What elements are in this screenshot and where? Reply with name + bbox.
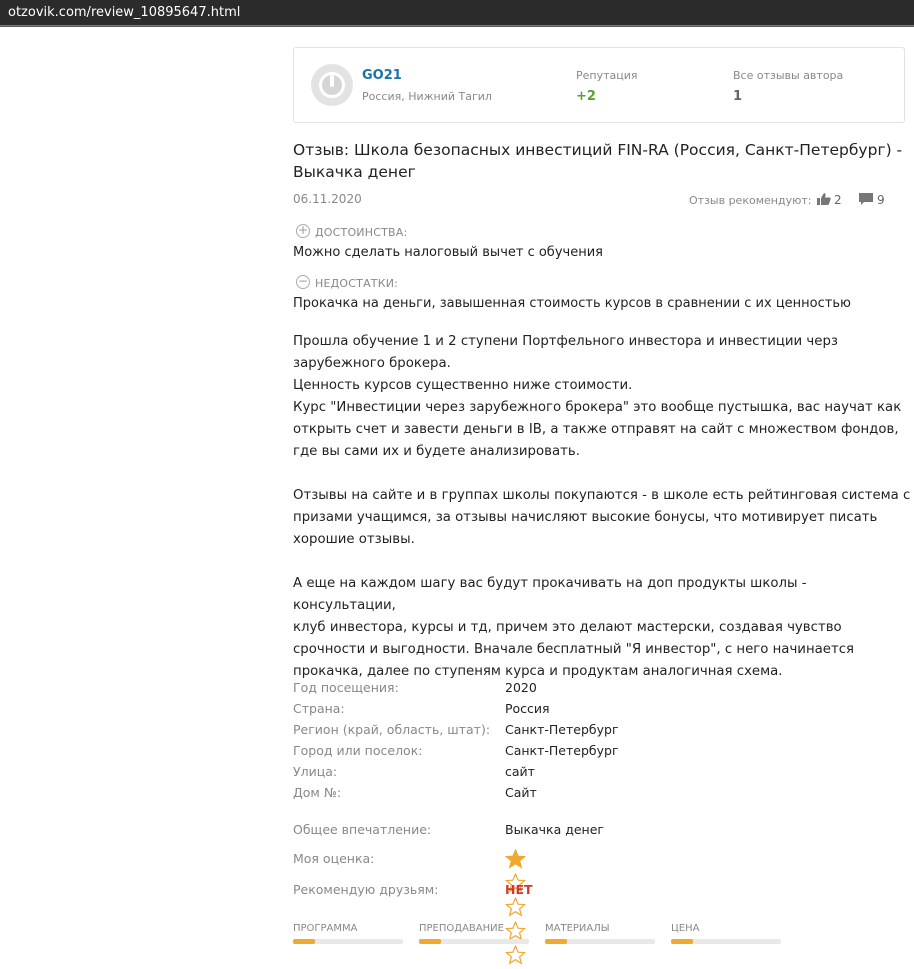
- body-line: срочности и выгодности. Вначале бесплатный "Я инвестор", с него начинается: [293, 642, 855, 657]
- all-reviews-label: Все отзывы автора: [733, 69, 844, 82]
- rating-bar-label: ПРОГРАММА: [293, 923, 358, 934]
- detail-value: Сайт: [505, 785, 537, 800]
- detail-label: Год посещения:: [293, 680, 399, 695]
- rating-bar-fill: [545, 939, 567, 944]
- minus-circle-icon: −: [297, 274, 309, 288]
- rating-bar-track: [545, 939, 655, 944]
- body-line: Ценность курсов существенно ниже стоимости.: [293, 378, 633, 393]
- address-bar[interactable]: [0, 0, 914, 27]
- rating-bar: [671, 923, 781, 934]
- recommend-friends-value: НЕТ: [505, 882, 533, 897]
- review-body: [293, 331, 913, 683]
- avatar[interactable]: [311, 64, 353, 106]
- body-line: А еще на каждом шагу вас будут прокачивать на доп продукты школы - консультации,: [293, 576, 807, 613]
- reputation-value: +2: [576, 89, 596, 104]
- rating-bar-fill: [419, 939, 441, 944]
- address-bar-url[interactable]: otzovik.com/review_10895647.html: [8, 5, 241, 20]
- comments-count[interactable]: 9: [877, 193, 885, 207]
- comment-icon[interactable]: [858, 192, 874, 206]
- detail-value: Россия: [505, 701, 550, 716]
- rating-bar: [419, 923, 529, 934]
- author-location: Россия, Нижний Тагил: [362, 90, 492, 103]
- author-card: [293, 47, 905, 123]
- body-line: Прошла обучение 1 и 2 ступени Портфельного инвестора и инвестиции черз: [293, 334, 838, 349]
- body-line: призами учащимся, за отзывы начисляют высокие бонусы, что мотивирует писать: [293, 510, 878, 525]
- detail-label: Страна:: [293, 701, 345, 716]
- all-reviews-count-link[interactable]: 1: [733, 89, 743, 104]
- body-line: открыть счет и завести деньги в IB, а также отправят на сайт с множеством фондов,: [293, 422, 899, 437]
- detail-label: Улица:: [293, 764, 338, 779]
- star-filled-icon: [505, 849, 526, 869]
- reputation-label: Репутация: [576, 69, 638, 82]
- body-line: клуб инвестора, курсы и тд, причем это делают мастерски, создавая чувство: [293, 620, 842, 635]
- rating-bar-track: [293, 939, 403, 944]
- review-title: Отзыв: Школа безопасных инвестиций FIN-RA (Россия, Санкт-Петербург) - Выкачка денег: [293, 141, 903, 181]
- paragraph-gap: [293, 463, 913, 485]
- rating-bar-label: ПРЕПОДАВАНИЕ: [419, 923, 504, 934]
- pros-label: ДОСТОИНСТВА:: [315, 226, 408, 239]
- star-empty-icon: [505, 897, 526, 917]
- rating-bar-label: ЦЕНА: [671, 923, 700, 934]
- detail-label: Дом №:: [293, 785, 342, 800]
- recommend-label: Отзыв рекомендуют:: [689, 194, 812, 207]
- rating-bar-track: [671, 939, 781, 944]
- cons-text: Прокачка на деньги, завышенная стоимость курсов в сравнении с их ценностью: [293, 296, 851, 311]
- detail-label: Регион (край, область, штат):: [293, 722, 491, 737]
- detail-label: Общее впечатление:: [293, 822, 432, 837]
- paragraph-gap: [293, 551, 913, 573]
- star-empty-icon: [505, 945, 526, 965]
- rating-bar: [293, 923, 403, 934]
- detail-label: Город или поселок:: [293, 743, 423, 758]
- detail-label: Рекомендую друзьям:: [293, 882, 439, 897]
- rating-bar-label: МАТЕРИАЛЫ: [545, 923, 610, 934]
- avatar-mark: [330, 75, 334, 87]
- address-bar-underline: [0, 25, 914, 26]
- detail-value: Выкачка денег: [505, 822, 604, 837]
- body-line: Отзывы на сайте и в группах школы покупаются - в школе есть рейтинговая система с: [293, 488, 911, 503]
- detail-value: Санкт-Петербург: [505, 722, 619, 737]
- body-line: Курс "Инвестиции через зарубежного брокера" это вообще пустышка, вас научат как: [293, 400, 902, 415]
- body-line: прокачка, далее по ступеням курса и продуктам аналогичная схема.: [293, 664, 783, 679]
- likes-count: 2: [834, 193, 842, 207]
- body-line: зарубежного брокера.: [293, 356, 451, 371]
- detail-value: 2020: [505, 680, 537, 695]
- rating-bar-fill: [671, 939, 693, 944]
- cons-label: НЕДОСТАТКИ:: [315, 277, 399, 290]
- detail-value: Санкт-Петербург: [505, 743, 619, 758]
- body-line: хорошие отзывы.: [293, 532, 415, 547]
- detail-value: сайт: [505, 764, 535, 779]
- rating-bar-track: [419, 939, 529, 944]
- star-rating: [505, 849, 526, 869]
- body-line: где вы сами их и будете анализировать.: [293, 444, 580, 459]
- plus-circle-icon: +: [297, 223, 309, 237]
- pros-text: Можно сделать налоговый вычет с обучения: [293, 245, 603, 260]
- rating-bar-fill: [293, 939, 315, 944]
- author-name-link[interactable]: GO21: [362, 68, 402, 83]
- rating-bar: [545, 923, 655, 934]
- thumbs-up-icon[interactable]: [817, 193, 831, 205]
- detail-label: Моя оценка:: [293, 851, 375, 866]
- review-date: 06.11.2020: [293, 192, 362, 206]
